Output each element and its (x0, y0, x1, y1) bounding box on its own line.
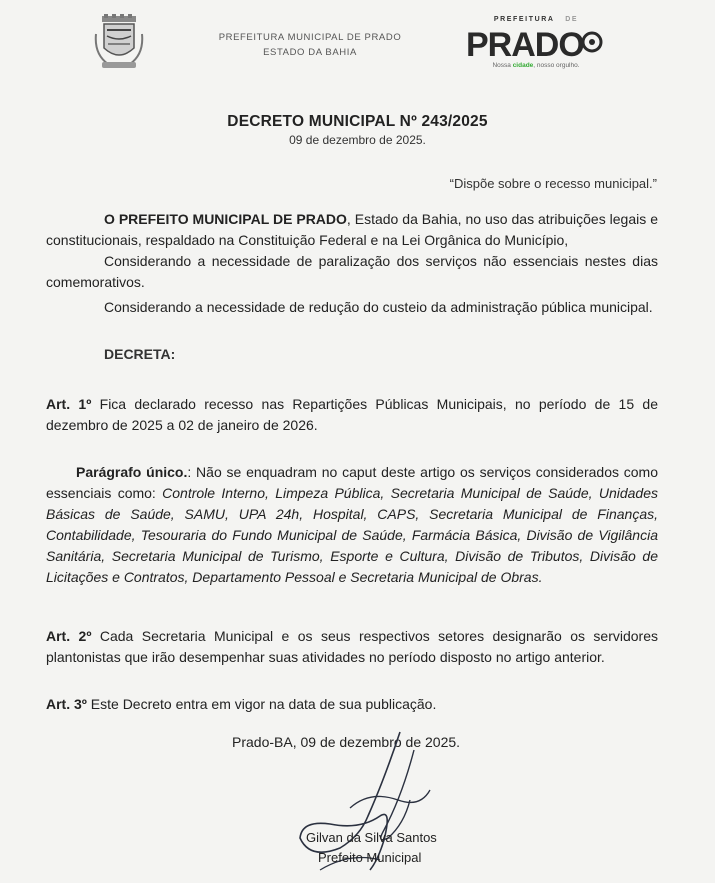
header-state: ESTADO DA BAHIA (263, 47, 357, 58)
sole-paragraph: Parágrafo único.: Não se enquadram no caput deste artigo os serviços considerados como essenciais como: Controle Interno, Limpeza Pública, Secretaria Municipal de Saúde, Unidades Básicas de Saúde, SAMU, UPA 24h, Hospital, CAPS, Secretaria Municipal de Finanças, Contabilidade, Tesouraria do Fundo Municipal de Saúde, Farmácia Básica, Divisão de Vigilância Sanitária, Secretaria Municipal de Turismo, Esporte e Cultura, Divisão de Tributos, Divisão de Licitações e Contratos, Departamento Pessoal e Secretaria Municipal de Obras. (46, 464, 659, 585)
decree-date: 09 de dezembro de 2025. (289, 133, 426, 147)
preamble-paragraph-3: Considerando a necessidade de redução do custeio da administração pública municipal. (104, 299, 653, 315)
logo-word: PRADO (466, 26, 584, 60)
article-1: Art. 1º Fica declarado recesso nas Repartições Públicas Municipais, no período de 15 de dezembro de 2025 a 02 de janeiro de 2026. (46, 396, 659, 433)
prado-logo (462, 16, 610, 74)
logo-wordmark (464, 26, 608, 60)
article-2: Art. 2º Cada Secretaria Municipal e os seus respectivos setores designarão os servidores plantonistas que irão desempenhar suas atividades no período disposto no artigo anterior. (46, 628, 658, 665)
signer-name: Gilvan da Silva Santos (306, 830, 437, 845)
logo-top-text: PREFEITURA DE (493, 16, 579, 23)
decree-title: DECRETO MUNICIPAL Nº 243/2025 (227, 113, 488, 130)
place-and-date: Prado-BA, 09 de dezembro de 2025. (232, 734, 461, 750)
signer-role: Prefeito Municipal (318, 850, 422, 865)
decree-summary: “Dispõe sobre o recesso municipal.” (449, 176, 657, 191)
article-3: Art. 3º Este Decreto entra em vigor na data de sua publicação. (46, 696, 437, 712)
header-institution (190, 30, 430, 60)
coat-of-arms-icon (94, 14, 144, 72)
header-city-hall: PREFEITURA MUNICIPAL DE PRADO (218, 32, 402, 43)
preamble-paragraph-1: O PREFEITO MUNICIPAL DE PRADO, Estado da Bahia, no uso das atribuições legais e constitucionais, respaldado na Constituição Federal e na Lei Orgânica do Município, (46, 211, 658, 248)
decreta-heading: DECRETA: (104, 346, 176, 362)
preamble-paragraph-2: Considerando a necessidade de paralização dos serviços não essenciais nestes dias comemorativos. (46, 253, 658, 290)
logo-slogan: Nossa cidade, nosso orgulho. (492, 62, 580, 69)
